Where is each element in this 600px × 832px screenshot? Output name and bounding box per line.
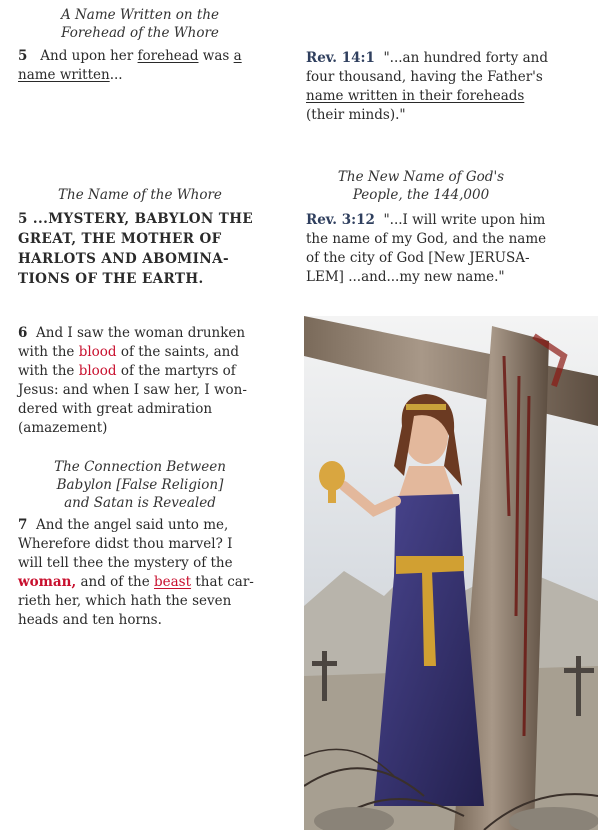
reference-text: of the city of God [New JERUSA-: [306, 250, 530, 266]
verse-line: HARLOTS AND ABOMINA-: [18, 251, 229, 267]
verse-text: And upon her: [40, 48, 138, 64]
verse-text: dered with great admiration: [18, 401, 213, 417]
verse-number: 6: [18, 325, 28, 341]
verse-text: Wherefore didst thou marvel? I: [18, 536, 233, 552]
title-line: and Satan is Revealed: [64, 495, 216, 511]
reference-text: four thousand, having the Father's: [306, 69, 543, 85]
title-line: The Connection Between: [54, 459, 226, 475]
verse-text: with the: [18, 344, 79, 360]
section-title-forehead: [20, 6, 260, 42]
verse-line: GREAT, THE MOTHER OF: [18, 231, 222, 247]
verse-5-mystery: [18, 209, 268, 289]
verse-line: ...MYSTERY, BABYLON THE: [32, 211, 254, 227]
section-title-connection: [20, 458, 260, 512]
underlined-word-forehead: forehead: [137, 48, 199, 64]
reference-text: the name of my God, and the name: [306, 231, 547, 247]
reference-text: "...an hundred forty and: [383, 50, 548, 66]
verse-text: And I saw the woman drunken: [36, 325, 246, 341]
scripture-reference: Rev. 14:1: [306, 50, 375, 66]
verse-7: [18, 516, 278, 630]
reference-text: LEM] ...and...my new name.": [306, 269, 505, 285]
verse-text: and of the: [76, 574, 154, 590]
verse-text: that car-: [191, 574, 254, 590]
verse-text: And the angel said unto me,: [36, 517, 229, 533]
underlined-word-a: a: [233, 48, 242, 64]
illustration-woman-and-cross: [304, 316, 598, 830]
reference-rev-14-1: [306, 49, 598, 125]
scripture-reference: Rev. 3:12: [306, 212, 375, 228]
verse-text: was: [198, 48, 234, 64]
section-title-name-of-whore: The Name of the Whore: [58, 187, 222, 203]
highlight-beast: beast: [153, 574, 192, 590]
highlight-blood: blood: [78, 363, 117, 379]
title-line: People, the 144,000: [352, 187, 490, 203]
verse-number: 7: [18, 517, 28, 533]
verse-text: ...: [109, 67, 123, 83]
verse-6: [18, 324, 278, 438]
verse-number: 5: [18, 211, 28, 227]
reference-text: (their minds).": [306, 107, 406, 123]
reference-text: "...I will write upon him: [383, 212, 546, 228]
verse-5-forehead: [18, 47, 268, 85]
title-line: Babylon [False Religion]: [56, 477, 224, 493]
highlight-blood: blood: [78, 344, 117, 360]
verse-text: of the saints, and: [116, 344, 239, 360]
title-line: A Name Written on the: [60, 7, 220, 23]
verse-text: (amazement): [18, 420, 108, 436]
verse-text: heads and ten horns.: [18, 612, 162, 628]
section-title-new-name: [306, 168, 536, 204]
verse-text: Jesus: and when I saw her, I won-: [18, 382, 247, 398]
highlight-woman: woman,: [18, 574, 77, 590]
verse-text: with the: [18, 363, 79, 379]
title-line: The New Name of God's: [337, 169, 505, 185]
underlined-phrase: name written in their foreheads: [306, 88, 525, 104]
title-line: Forehead of the Whore: [61, 25, 219, 41]
underlined-name-written: name written: [18, 67, 110, 83]
verse-text: rieth her, which hath the seven: [18, 593, 232, 609]
verse-text: of the martyrs of: [116, 363, 236, 379]
verse-line: TIONS OF THE EARTH.: [18, 271, 204, 287]
verse-number: 5: [18, 48, 28, 64]
verse-text: will tell thee the mystery of the: [18, 555, 233, 571]
reference-rev-3-12: [306, 211, 598, 287]
